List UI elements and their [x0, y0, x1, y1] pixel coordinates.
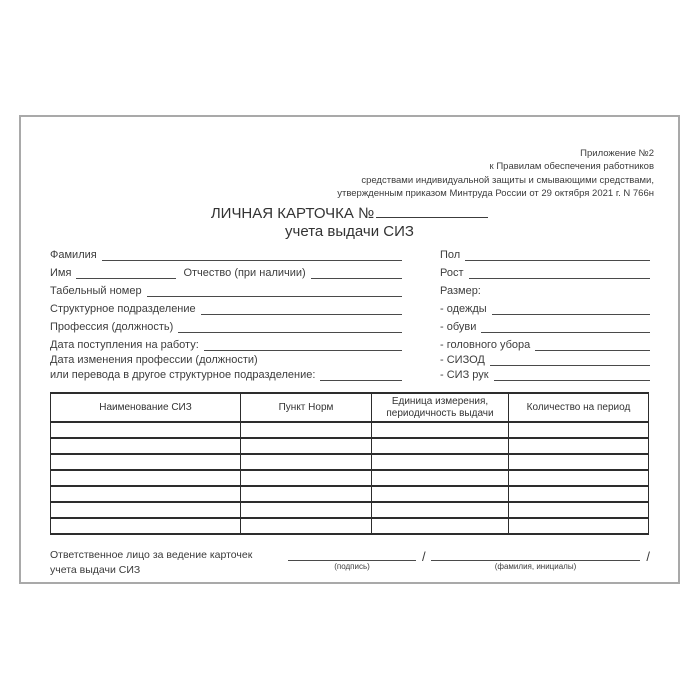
fields-section [50, 244, 650, 382]
field-size-heading [440, 280, 650, 298]
profession-label: Профессия (должность) [50, 321, 174, 334]
height-label: Рост [440, 267, 464, 280]
name-label: Имя [50, 267, 72, 280]
hand-ppe-size-fill-line [494, 379, 650, 381]
rpe-size-label: - СИЗОД [440, 354, 485, 367]
hire-date-fill-line [204, 349, 402, 351]
department-fill-line [201, 313, 402, 315]
table-row [51, 502, 649, 518]
clothing-size-fill-line [492, 313, 650, 315]
table-cell-empty [372, 502, 509, 518]
appendix-line: Приложение №2 [580, 148, 654, 159]
table-cell-empty [51, 502, 241, 518]
separator-slash: / [422, 549, 426, 565]
surname-fill-line [102, 259, 402, 261]
patronymic-fill-line [311, 277, 402, 279]
field-profession [50, 316, 402, 334]
field-sex [440, 244, 650, 262]
field-headgear-size [440, 334, 650, 352]
profession-fill-line [178, 331, 402, 333]
clothing-size-label: - одежды [440, 303, 487, 316]
field-surname [50, 244, 402, 262]
appendix-note [21, 147, 654, 200]
table-cell-empty [372, 518, 509, 534]
field-personnel-number [50, 280, 402, 298]
table-cell-empty [241, 422, 372, 438]
field-change-line2 [50, 367, 402, 382]
footer-section [50, 548, 650, 578]
field-hire-date [50, 334, 402, 352]
table-cell-empty [51, 438, 241, 454]
appendix-line: средствами индивидуальной защиты и смывающими средствами, [361, 174, 654, 186]
field-change-line1 [50, 352, 402, 367]
table-cell-empty [51, 470, 241, 486]
responsible-person-label [50, 548, 288, 578]
table-cell-empty [51, 518, 241, 534]
form-title-line1 [21, 205, 678, 223]
table-header-row [51, 393, 649, 422]
table-cell-empty [51, 454, 241, 470]
surname-label: Фамилия [50, 249, 97, 262]
table-cell-empty [509, 438, 649, 454]
change-label-line1: Дата изменения профессии (должности) [50, 354, 258, 367]
table-cell-empty [509, 470, 649, 486]
appendix-line: утвержденным приказом Минтруда России от 29 октября 2021 г. N 766н [337, 187, 654, 199]
appendix-line: к Правилам обеспечения работников [489, 161, 654, 173]
change-fill-line [320, 379, 402, 381]
rpe-size-fill-line [490, 364, 650, 366]
field-footwear-size [440, 316, 650, 334]
fullname-fill-line [431, 548, 641, 561]
form-card [19, 115, 680, 584]
table-cell-empty [372, 486, 509, 502]
size-heading-label: Размер: [440, 285, 481, 298]
table-row [51, 438, 649, 454]
fields-left-column [50, 244, 402, 382]
fullname-field [431, 548, 641, 572]
table-row [51, 470, 649, 486]
form-title [21, 205, 678, 240]
responsible-label-line1: Ответственное лицо за ведение карточек [50, 549, 253, 562]
name-fill-line [76, 277, 176, 279]
signature-area [288, 548, 650, 578]
signature-fill-line [288, 548, 416, 561]
table-cell-empty [241, 438, 372, 454]
footwear-size-label: - обуви [440, 321, 477, 334]
table-row [51, 422, 649, 438]
fields-right-column [440, 244, 650, 382]
table-cell-empty [509, 454, 649, 470]
header-quantity-period: Количество на период [509, 393, 649, 422]
table-row [51, 518, 649, 534]
field-department [50, 298, 402, 316]
table-row [51, 454, 649, 470]
table-cell-empty [51, 422, 241, 438]
table-cell-empty [241, 518, 372, 534]
table-row [51, 486, 649, 502]
sex-fill-line [465, 259, 650, 261]
hand-ppe-size-label: - СИЗ рук [440, 369, 489, 382]
table-cell-empty [241, 470, 372, 486]
table-cell-empty [372, 422, 509, 438]
personnel-number-label: Табельный номер [50, 285, 142, 298]
table-cell-empty [51, 486, 241, 502]
footwear-size-fill-line [481, 331, 650, 333]
table-cell-empty [509, 422, 649, 438]
headgear-size-fill-line [535, 349, 650, 351]
ppe-issuance-table [50, 392, 649, 535]
patronymic-label: Отчество (при наличии) [183, 267, 306, 280]
personnel-number-fill-line [147, 295, 402, 297]
signature-field [288, 548, 416, 572]
responsible-label-line2: учета выдачи СИЗ [50, 564, 141, 577]
card-number-fill-line [376, 205, 488, 218]
table-cell-empty [241, 502, 372, 518]
hire-date-label: Дата поступления на работу: [50, 339, 199, 352]
headgear-size-label: - головного убора [440, 339, 531, 352]
table-cell-empty [509, 486, 649, 502]
table-cell-empty [372, 470, 509, 486]
separator-slash: / [646, 549, 650, 565]
header-ppe-name: Наименование СИЗ [51, 393, 241, 422]
change-label-line2: или перевода в другое структурное подразделение: [50, 369, 316, 382]
field-height [440, 262, 650, 280]
table-cell-empty [241, 454, 372, 470]
fullname-caption: (фамилия, инициалы) [494, 562, 577, 572]
field-rpe-size [440, 352, 650, 367]
table-cell-empty [372, 454, 509, 470]
department-label: Структурное подразделение [50, 303, 196, 316]
height-fill-line [469, 277, 650, 279]
field-clothing-size [440, 298, 650, 316]
form-title-text: ЛИЧНАЯ КАРТОЧКА № [210, 205, 375, 223]
header-norm-item: Пункт Норм [241, 393, 372, 422]
form-title-line2: учета выдачи СИЗ [285, 222, 414, 240]
ppe-table-body [51, 422, 649, 534]
table-cell-empty [372, 438, 509, 454]
signature-caption: (подпись) [334, 562, 370, 572]
table-cell-empty [241, 486, 372, 502]
field-name-patronymic [50, 262, 402, 280]
field-hand-ppe-size [440, 367, 650, 382]
table-cell-empty [509, 518, 649, 534]
table-cell-empty [509, 502, 649, 518]
sex-label: Пол [440, 249, 461, 262]
header-unit-periodicity: Единица измерения, периодичность выдачи [372, 393, 509, 422]
